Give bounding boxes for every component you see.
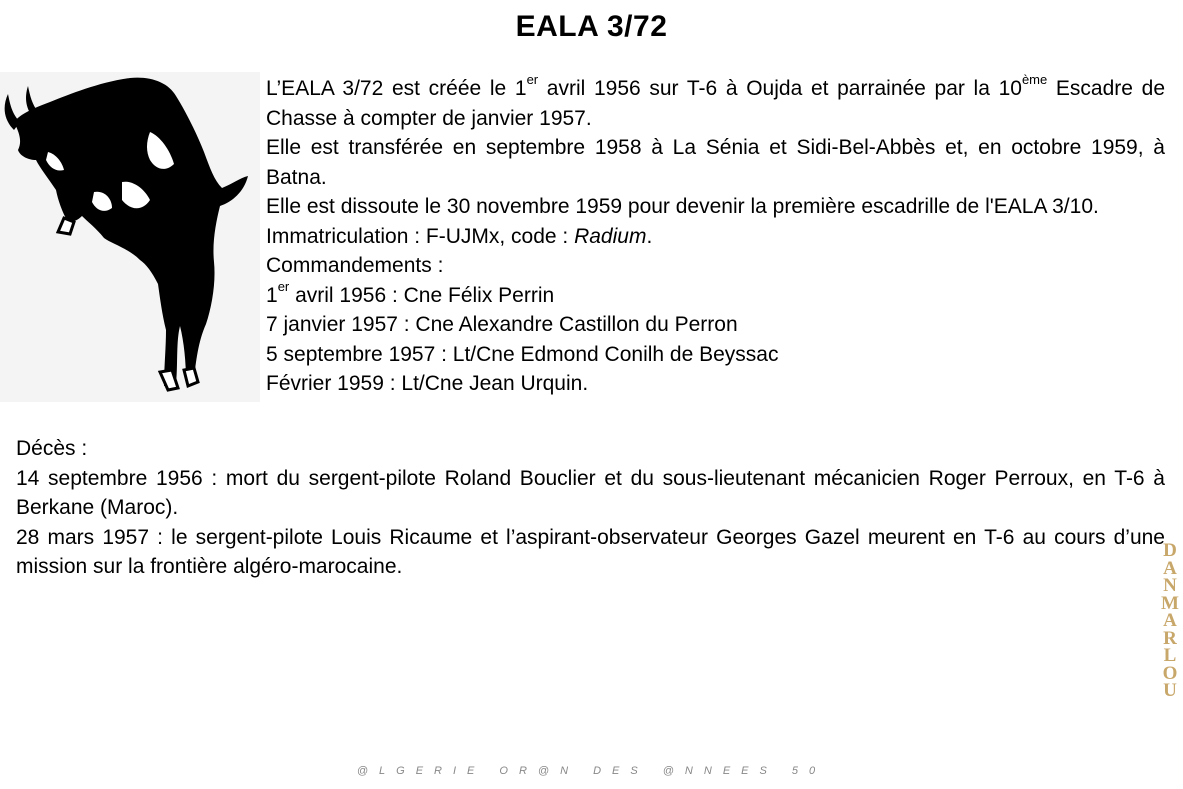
brand-letter: A [1163,557,1177,579]
deces-entry: 14 septembre 1956 : mort du sergent-pilote Roland Bouclier et du sous-lieutenant mécanicien Roger Perroux, en T-6 à Berkane (Maroc). [16,466,1165,519]
commandements-label: Commandements : [266,254,444,277]
brand-letter: O [1162,662,1178,684]
brand-letter: U [1163,680,1177,701]
brand-letter: N [1163,575,1177,596]
intro-paragraph-transfer: Elle est transférée en septembre 1958 à La Sénia et Sidi-Bel-Abbès et, en octobre 1959, à Batna. [266,136,1165,189]
commandement-item: Février 1959 : Lt/Cne Jean Urquin. [266,372,589,395]
brand-letter: D [1163,540,1177,561]
intro-paragraph-dissolution: Elle est dissoute le 30 novembre 1959 pour devenir la première escadrille de l'EALA 3/10. [266,195,1099,218]
deces-entry: 28 mars 1957 : le sergent-pilote Louis Ricaume et l’aspirant-observateur Georges Gazel meurent en T-6 au cours d’une mission sur la frontière algéro-marocaine. [16,525,1165,578]
immatriculation-line: Immatriculation : F-UJMx, code : Radium. [266,224,653,248]
deces-label: Décès : [16,437,88,460]
page-title: EALA 3/72 [515,10,668,43]
intro-section [266,74,1165,399]
deces-section [16,434,1165,582]
footer-text: @LGERIE OR@N DES @NNEES 50 [356,765,827,777]
intro-paragraph-creation: L’EALA 3/72 est créée le 1er avril 1956 sur T-6 à Oujda et parrainée par la 10ème Escadre de Chasse à compter de janvier 1957. [266,72,1166,130]
brand-letter: R [1163,627,1177,649]
brand-letter: L [1163,645,1177,666]
vertical-brand-mark [1160,542,1180,700]
brand-letter: A [1163,610,1177,631]
commandement-item: 5 septembre 1957 : Lt/Cne Edmond Conilh de Beyssac [266,342,779,366]
brand-letter: M [1161,592,1179,614]
commandement-item: 7 janvier 1957 : Cne Alexandre Castillon du Perron [266,313,738,336]
goat-emblem-icon [0,72,260,402]
commandement-item: 1er avril 1956 : Cne Félix Perrin [266,278,555,307]
